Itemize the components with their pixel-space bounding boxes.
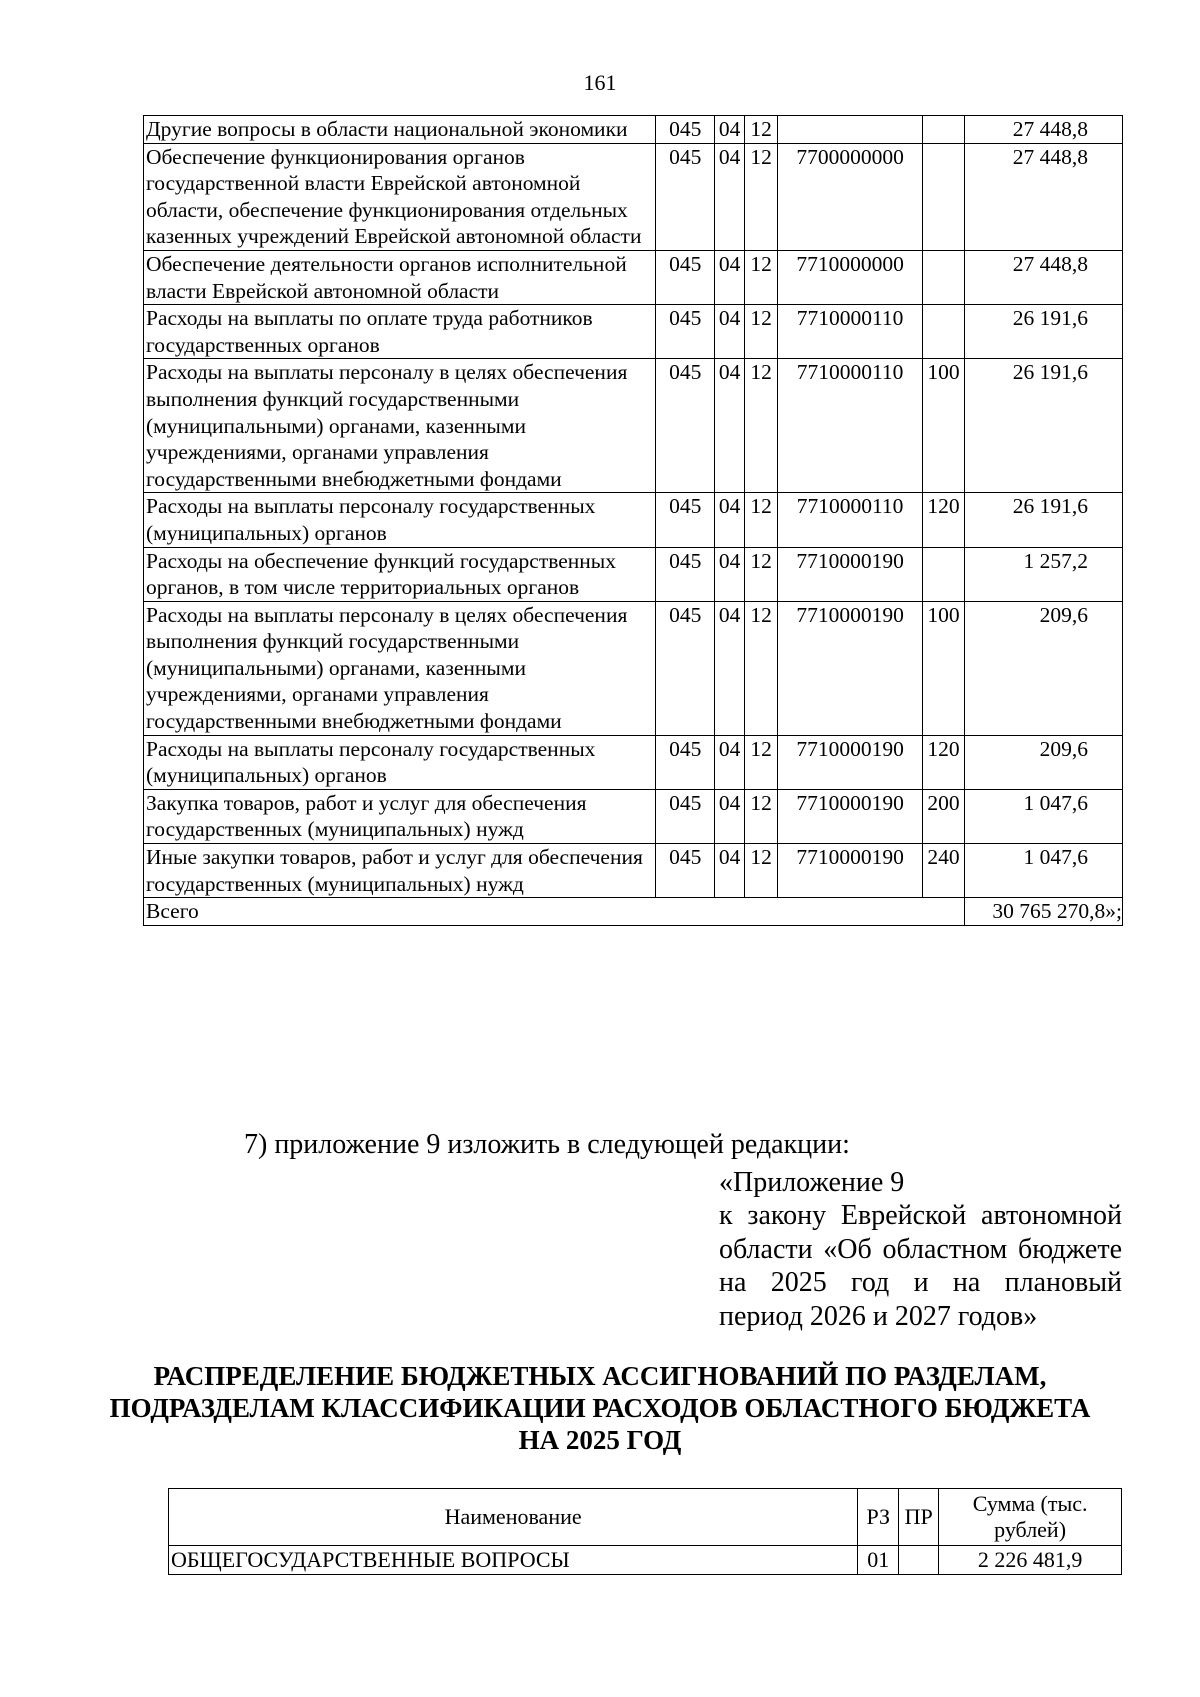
- cell-rz: 04: [715, 547, 745, 601]
- cell-vr: 120: [923, 735, 965, 789]
- cell-pr: 12: [745, 735, 778, 789]
- cell-gr: 045: [656, 305, 715, 359]
- cell-sum: 1 257,2: [965, 547, 1123, 601]
- table-row: [144, 493, 1123, 547]
- appendix-caption: [719, 1166, 1122, 1333]
- cell-rz: 04: [715, 844, 745, 898]
- cell-csr: 7710000190: [778, 547, 923, 601]
- cell-gr: 045: [656, 789, 715, 843]
- cell-sum: 209,6: [965, 735, 1123, 789]
- table-row: [144, 250, 1123, 304]
- cell-name: Расходы на выплаты по оплате труда работников государственных органов: [144, 305, 656, 359]
- header-pr: ПР: [899, 1489, 939, 1546]
- table-row: [144, 844, 1123, 898]
- appendix-line: на 2025 год и на плановый: [719, 1267, 1122, 1299]
- cell-vr: 240: [923, 844, 965, 898]
- table-row: [144, 547, 1123, 601]
- cell-name: Обеспечение функционирования органов государственной власти Еврейской автономной области, обеспечение функционирования отдельных казенных учреждений Еврейской автономной области: [144, 143, 656, 250]
- cell-name: Расходы на обеспечение функций государственных органов, в том числе территориальных органов: [144, 547, 656, 601]
- cell-vr: [923, 250, 965, 304]
- page-number: 161: [583, 70, 617, 95]
- cell-csr: 7710000110: [778, 359, 923, 493]
- cell-gr: 045: [656, 359, 715, 493]
- cell-rz: 04: [715, 601, 745, 735]
- cell-rz: 04: [715, 493, 745, 547]
- cell-sum: 27 448,8: [965, 250, 1123, 304]
- cell-csr: 7710000110: [778, 493, 923, 547]
- cell-rz: 04: [715, 143, 745, 250]
- cell-sum: 26 191,6: [965, 305, 1123, 359]
- cell-rz: 04: [715, 735, 745, 789]
- cell-vr: 100: [923, 601, 965, 735]
- cell-pr: 12: [745, 359, 778, 493]
- cell-pr: 12: [745, 250, 778, 304]
- cell-sum: 2 226 481,9: [939, 1546, 1122, 1575]
- cell-name: Иные закупки товаров, работ и услуг для обеспечения государственных (муниципальных) нужд: [144, 844, 656, 898]
- table-row: [144, 359, 1123, 493]
- table-row: [144, 143, 1123, 250]
- cell-vr: 120: [923, 493, 965, 547]
- header-name: Наименование: [169, 1489, 858, 1546]
- expenditure-table: [143, 115, 1123, 926]
- cell-vr: [923, 305, 965, 359]
- cell-sum: 27 448,8: [965, 143, 1123, 250]
- amendment-item-7: 7) приложение 9 изложить в следующей редакции:: [244, 1129, 850, 1160]
- cell-vr: [923, 143, 965, 250]
- cell-pr: 12: [745, 305, 778, 359]
- cell-rz: 04: [715, 789, 745, 843]
- cell-gr: 045: [656, 250, 715, 304]
- cell-name: Обеспечение деятельности органов исполнительной власти Еврейской автономной области: [144, 250, 656, 304]
- cell-csr: [778, 116, 923, 144]
- cell-rz: 04: [715, 116, 745, 144]
- total-sum: 30 765 270,8»;: [965, 898, 1123, 926]
- table-row: [144, 305, 1123, 359]
- table-row: [169, 1546, 1122, 1575]
- cell-pr: 12: [745, 116, 778, 144]
- cell-vr: [923, 547, 965, 601]
- cell-pr: 12: [745, 601, 778, 735]
- cell-csr: 7710000190: [778, 735, 923, 789]
- cell-csr: 7710000000: [778, 250, 923, 304]
- cell-gr: 045: [656, 844, 715, 898]
- cell-gr: 045: [656, 143, 715, 250]
- cell-name: Другие вопросы в области национальной экономики: [144, 116, 656, 144]
- cell-gr: 045: [656, 493, 715, 547]
- table-row: [144, 601, 1123, 735]
- cell-sum: 1 047,6: [965, 789, 1123, 843]
- cell-sum: 26 191,6: [965, 493, 1123, 547]
- cell-pr: 12: [745, 789, 778, 843]
- total-label: Всего: [144, 898, 965, 926]
- table-row: [144, 116, 1123, 144]
- total-row: [144, 898, 1123, 926]
- cell-csr: 7710000110: [778, 305, 923, 359]
- cell-rz: 04: [715, 250, 745, 304]
- cell-gr: 045: [656, 601, 715, 735]
- cell-rz: 04: [715, 359, 745, 493]
- table-row: [144, 735, 1123, 789]
- cell-name: Расходы на выплаты персоналу в целях обеспечения выполнения функций государственными (муниципальными) органами, казенными учреждениями, органами управления государственными внебюджетными фондами: [144, 601, 656, 735]
- cell-csr: 7710000190: [778, 601, 923, 735]
- cell-vr: 200: [923, 789, 965, 843]
- appendix-line: период 2026 и 2027 годов»: [719, 1300, 1038, 1332]
- cell-vr: 100: [923, 359, 965, 493]
- cell-name: Закупка товаров, работ и услуг для обеспечения государственных (муниципальных) нужд: [144, 789, 656, 843]
- cell-name: Расходы на выплаты персоналу в целях обеспечения выполнения функций государственными (муниципальными) органами, казенными учреждениями, органами управления государственными внебюджетными фондами: [144, 359, 656, 493]
- cell-csr: 7710000190: [778, 789, 923, 843]
- cell-pr: 12: [745, 547, 778, 601]
- cell-name: Расходы на выплаты персоналу государственных (муниципальных) органов: [144, 735, 656, 789]
- cell-vr: [923, 116, 965, 144]
- cell-rz: 04: [715, 305, 745, 359]
- table-row: [144, 789, 1123, 843]
- appendix-line: области «Об областном бюджете: [719, 1233, 1122, 1265]
- appendix-line: «Приложение 9: [719, 1167, 905, 1198]
- cell-rz: 01: [858, 1546, 899, 1575]
- cell-name: ОБЩЕГОСУДАРСТВЕННЫЕ ВОПРОСЫ: [169, 1546, 858, 1575]
- section-heading: РАСПРЕДЕЛЕНИЕ БЮДЖЕТНЫХ АССИГНОВАНИЙ ПО РАЗДЕЛАМ, ПОДРАЗДЕЛАМ КЛАССИФИКАЦИИ РАСХОДОВ ОБЛАСТНОГО БЮДЖЕТА НА 2025 ГОД: [109, 1361, 1091, 1455]
- distribution-table: [168, 1488, 1122, 1575]
- header-sum: Сумма (тыс. рублей): [939, 1489, 1122, 1546]
- cell-pr: 12: [745, 143, 778, 250]
- cell-sum: 27 448,8: [965, 116, 1123, 144]
- cell-name: Расходы на выплаты персоналу государственных (муниципальных) органов: [144, 493, 656, 547]
- header-rz: РЗ: [858, 1489, 899, 1546]
- cell-gr: 045: [656, 735, 715, 789]
- cell-sum: 1 047,6: [965, 844, 1123, 898]
- cell-sum: 26 191,6: [965, 359, 1123, 493]
- cell-csr: 7700000000: [778, 143, 923, 250]
- cell-csr: 7710000190: [778, 844, 923, 898]
- cell-pr: 12: [745, 493, 778, 547]
- cell-gr: 045: [656, 547, 715, 601]
- table-header-row: [169, 1489, 1122, 1546]
- cell-pr: [899, 1546, 939, 1575]
- appendix-line: к закону Еврейской автономной: [719, 1200, 1122, 1232]
- cell-pr: 12: [745, 844, 778, 898]
- cell-gr: 045: [656, 116, 715, 144]
- cell-sum: 209,6: [965, 601, 1123, 735]
